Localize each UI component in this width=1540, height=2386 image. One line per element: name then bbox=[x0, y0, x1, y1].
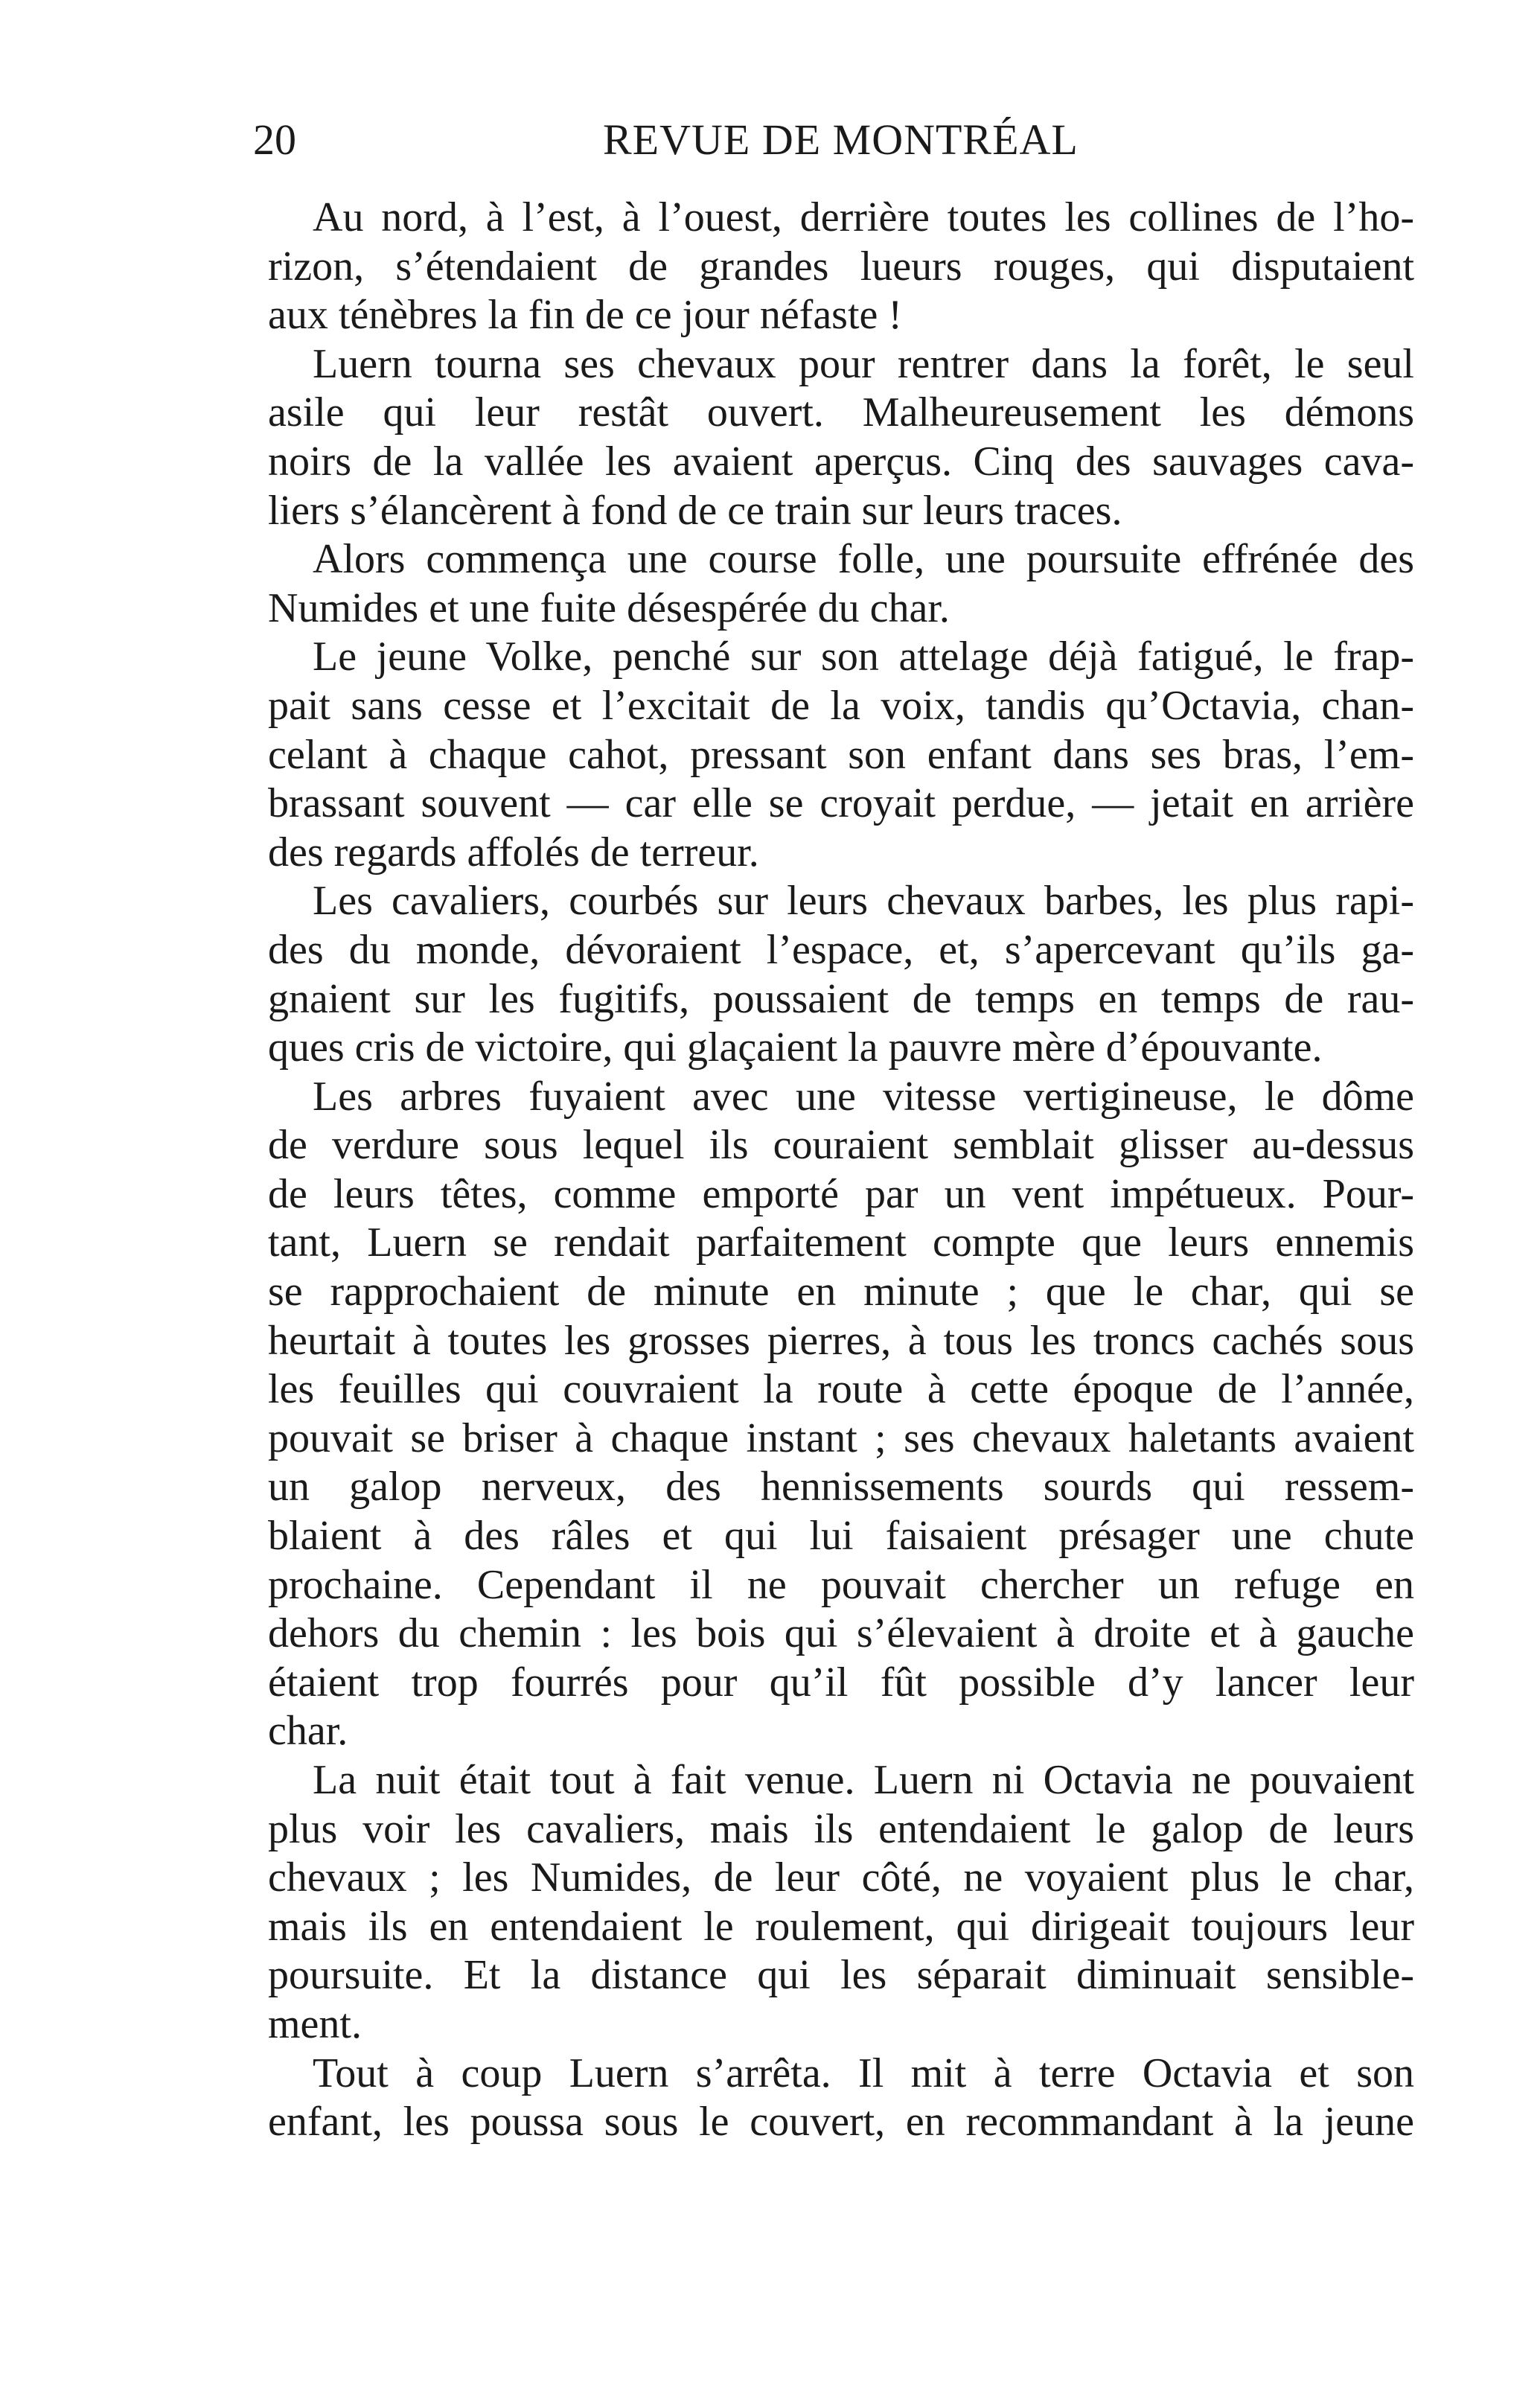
text-line: un galop nerveux, des hennissements sourds qui ressem- bbox=[268, 1464, 1414, 1511]
text-line: les feuilles qui couvraient la route à cette époque de l’année, bbox=[268, 1366, 1414, 1413]
text-line: pouvait se briser à chaque instant ; ses chevaux haletants avaient bbox=[268, 1414, 1414, 1461]
text-line: ment. bbox=[268, 2000, 362, 2047]
text-line: Le jeune Volke, penché sur son attelage déjà fatigué, le frap- bbox=[313, 634, 1414, 680]
text-line: La nuit était tout à fait venue. Luern ni Octavia ne pouvaient bbox=[313, 1757, 1414, 1803]
text-line: poursuite. Et la distance qui les séparait diminuait sensible- bbox=[268, 1952, 1414, 1999]
text-line: de verdure sous lequel ils couraient semblait glisser au-dessus bbox=[268, 1122, 1414, 1169]
text-line: plus voir les cavaliers, mais ils entendaient le galop de leurs bbox=[268, 1805, 1414, 1852]
text-line: rizon, s’étendaient de grandes lueurs rouges, qui disputaient bbox=[268, 243, 1414, 290]
text-line: heurtait à toutes les grosses pierres, à tous les troncs cachés sous bbox=[268, 1317, 1414, 1364]
body-text bbox=[268, 194, 1414, 2147]
text-line: gnaient sur les fugitifs, poussaient de temps en temps de rau- bbox=[268, 975, 1414, 1022]
text-line: brassant souvent — car elle se croyait perdue, — jetait en arrière bbox=[268, 780, 1414, 827]
text-line: char. bbox=[268, 1708, 348, 1755]
page-number: 20 bbox=[253, 115, 296, 164]
text-line: mais ils en entendaient le roulement, qui dirigeait toujours leur bbox=[268, 1903, 1414, 1950]
text-line: Les arbres fuyaient avec une vitesse vertigineuse, le dôme bbox=[313, 1073, 1414, 1120]
text-line: Tout à coup Luern s’arrêta. Il mit à terre Octavia et son bbox=[313, 2050, 1414, 2096]
text-line: Les cavaliers, courbés sur leurs chevaux barbes, les plus rapi- bbox=[313, 878, 1414, 925]
text-line: pait sans cesse et l’excitait de la voix, tandis qu’Octavia, chan- bbox=[268, 682, 1414, 729]
text-line: blaient à des râles et qui lui faisaient présager une chute bbox=[268, 1513, 1414, 1560]
text-line: liers s’élancèrent à fond de ce train sur leurs traces. bbox=[268, 487, 1122, 534]
text-line: étaient trop fourrés pour qu’il fût possible d’y lancer leur bbox=[268, 1659, 1414, 1706]
text-line: asile qui leur restât ouvert. Malheureusement les démons bbox=[268, 389, 1414, 436]
text-line: Au nord, à l’est, à l’ouest, derrière toutes les collines de l’ho- bbox=[313, 194, 1414, 240]
text-line: Alors commença une course folle, une poursuite effrénée des bbox=[313, 536, 1414, 583]
text-line: prochaine. Cependant il ne pouvait chercher un refuge en bbox=[268, 1561, 1414, 1608]
text-line: tant, Luern se rendait parfaitement compte que leurs ennemis bbox=[268, 1219, 1414, 1266]
text-line: enfant, les poussa sous le couvert, en recommandant à la jeune bbox=[268, 2099, 1414, 2146]
text-line: noirs de la vallée les avaient aperçus. Cinq des sauvages cava- bbox=[268, 438, 1414, 485]
running-head bbox=[253, 110, 1109, 170]
text-line: des regards affolés de terreur. bbox=[268, 829, 759, 875]
text-line: de leurs têtes, comme emporté par un vent impétueux. Pour- bbox=[268, 1170, 1414, 1217]
journal-title: REVUE DE MONTRÉAL bbox=[603, 115, 1079, 164]
text-line: chevaux ; les Numides, de leur côté, ne voyaient plus le char, bbox=[268, 1854, 1414, 1901]
text-line: se rapprochaient de minute en minute ; que le char, qui se bbox=[268, 1269, 1414, 1315]
text-line: des du monde, dévoraient l’espace, et, s’apercevant qu’ils ga- bbox=[268, 926, 1414, 973]
text-line: dehors du chemin : les bois qui s’élevaient à droite et à gauche bbox=[268, 1610, 1414, 1657]
text-line: ques cris de victoire, qui glaçaient la pauvre mère d’épouvante. bbox=[268, 1024, 1323, 1071]
text-line: Numides et une fuite désespérée du char. bbox=[268, 584, 950, 631]
text-line: celant à chaque cahot, pressant son enfant dans ses bras, l’em- bbox=[268, 731, 1414, 778]
text-line: aux ténèbres la fin de ce jour néfaste ! bbox=[268, 292, 903, 339]
text-line: Luern tourna ses chevaux pour rentrer dans la forêt, le seul bbox=[313, 340, 1414, 387]
